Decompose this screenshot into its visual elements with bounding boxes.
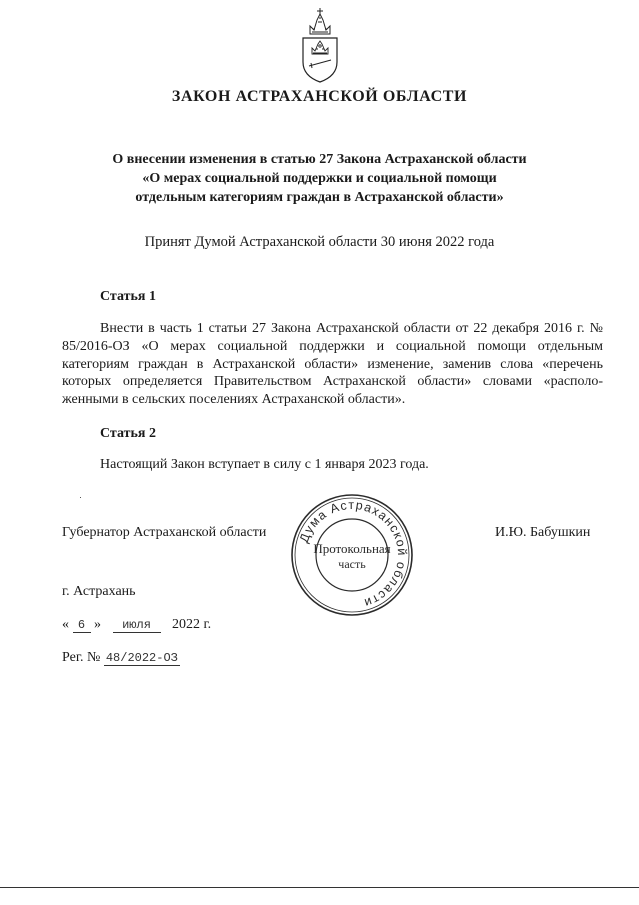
reg-label: Рег. №: [62, 650, 101, 665]
date-day: 6: [73, 618, 91, 633]
reg-number: 48/2022-ОЗ: [105, 651, 178, 665]
registration-number: [62, 650, 180, 666]
seal-svg: [289, 492, 415, 618]
seal-center-line-1: Протокольная: [313, 541, 391, 556]
date-year: 2022 г.: [172, 617, 212, 632]
date-close-quote: »: [94, 617, 101, 632]
page-bottom-rule: [0, 887, 639, 888]
date-month: июля: [113, 618, 161, 633]
duma-seal-stamp: [289, 492, 415, 618]
adoption-note: Принят Думой Астраханской области 30 июня 2022 года: [144, 234, 495, 250]
subject-line-3: отдельным категориям граждан в Астраханской области»: [135, 190, 504, 205]
article-1-text: Внести в часть 1 статьи 27 Закона Астраханской области от 22 декабря 2016 г. № 85/2016-ОЗ «О мерах социальной поддержки и социальной помощи отдельным категориям граждан в Астраханской области» изменение, заменив слова «перечень которых определяется Правительством Астраханской области» словами «расположенными в сельских поселениях Астраханской области».: [62, 321, 603, 408]
governor-label: Губернатор Астраханской области: [62, 525, 267, 540]
seal-ring-text: Дума Астраханской области: [296, 497, 410, 611]
scan-speck: [80, 497, 81, 498]
article-1-heading: Статья 1: [100, 289, 156, 304]
law-subject: [0, 150, 639, 207]
date-open-quote: «: [62, 617, 69, 632]
article-2-text: Настоящий Закон вступает в силу с 1 января 2023 года.: [100, 457, 429, 472]
seal-center-line-2: часть: [338, 557, 366, 571]
article-2-heading: Статья 2: [100, 426, 156, 441]
law-title: ЗАКОН АСТРАХАНСКОЙ ОБЛАСТИ: [171, 88, 468, 105]
subject-line-2: «О мерах социальной поддержки и социальной помощи: [142, 171, 497, 186]
city: г. Астрахань: [62, 584, 136, 599]
subject-line-1: О внесении изменения в статью 27 Закона Астраханской области: [112, 152, 527, 167]
coat-of-arms-icon: [297, 4, 343, 84]
signing-date: [62, 617, 211, 633]
signer-name: И.Ю. Бабушкин: [495, 525, 591, 540]
